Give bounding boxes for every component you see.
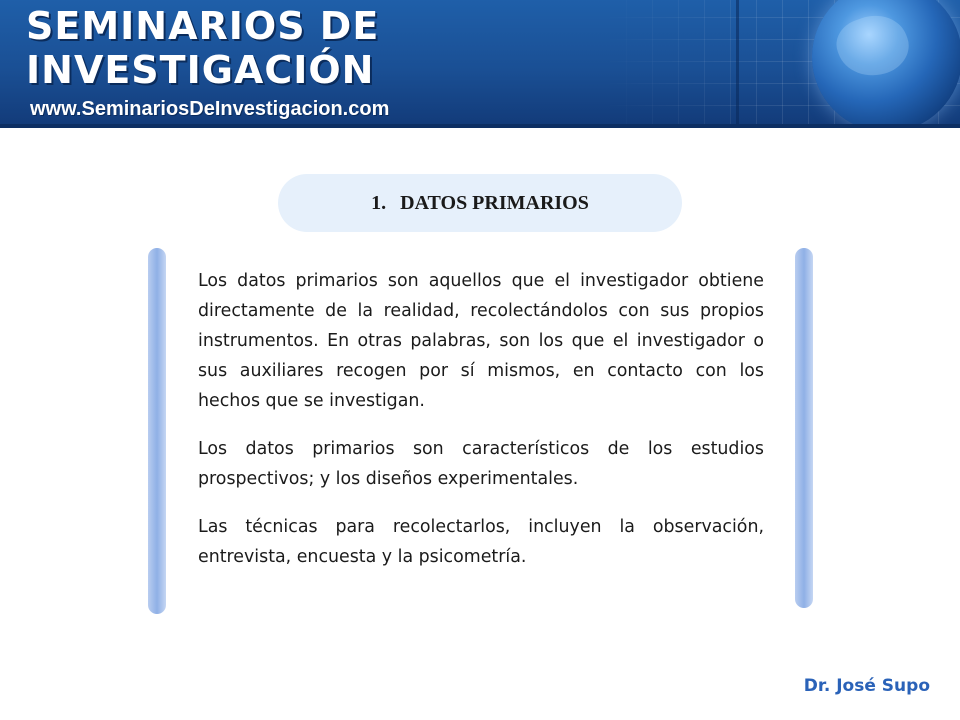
brand-title-line1: SEMINARIOS DE xyxy=(26,4,380,48)
section-number: 1. xyxy=(371,191,387,214)
left-bracket-bar xyxy=(148,248,166,614)
header-bottom-line xyxy=(0,124,960,128)
author-credit: Dr. José Supo xyxy=(803,676,930,696)
paragraph-definition: Los datos primarios son aquellos que el investigador obtiene directamente de la realidad, recolectándolos con sus propios instrumentos. En otras palabras, son los que el investigador o sus auxiliares recogen por sí mismos, en contacto con los hechos que se investigan. xyxy=(198,271,764,411)
brand-title xyxy=(26,4,406,92)
brand-url[interactable]: www.SeminariosDeInvestigacion.com xyxy=(30,98,390,120)
brand-title-line2: INVESTIGACIÓN xyxy=(26,48,375,92)
section-heading xyxy=(278,174,682,232)
header-divider xyxy=(736,0,739,128)
content-body xyxy=(198,266,764,590)
paragraph-characteristics: Los datos primarios son característicos de los estudios prospectivos; y los diseños experimentales. xyxy=(198,439,764,489)
section-title: DATOS PRIMARIOS xyxy=(400,191,589,214)
paragraph-techniques: Las técnicas para recolectarlos, incluyen la observación, entrevista, encuesta y la psicometría. xyxy=(198,517,764,567)
globe-icon xyxy=(812,0,960,128)
header-banner xyxy=(0,0,960,128)
right-bracket-bar xyxy=(795,248,813,608)
